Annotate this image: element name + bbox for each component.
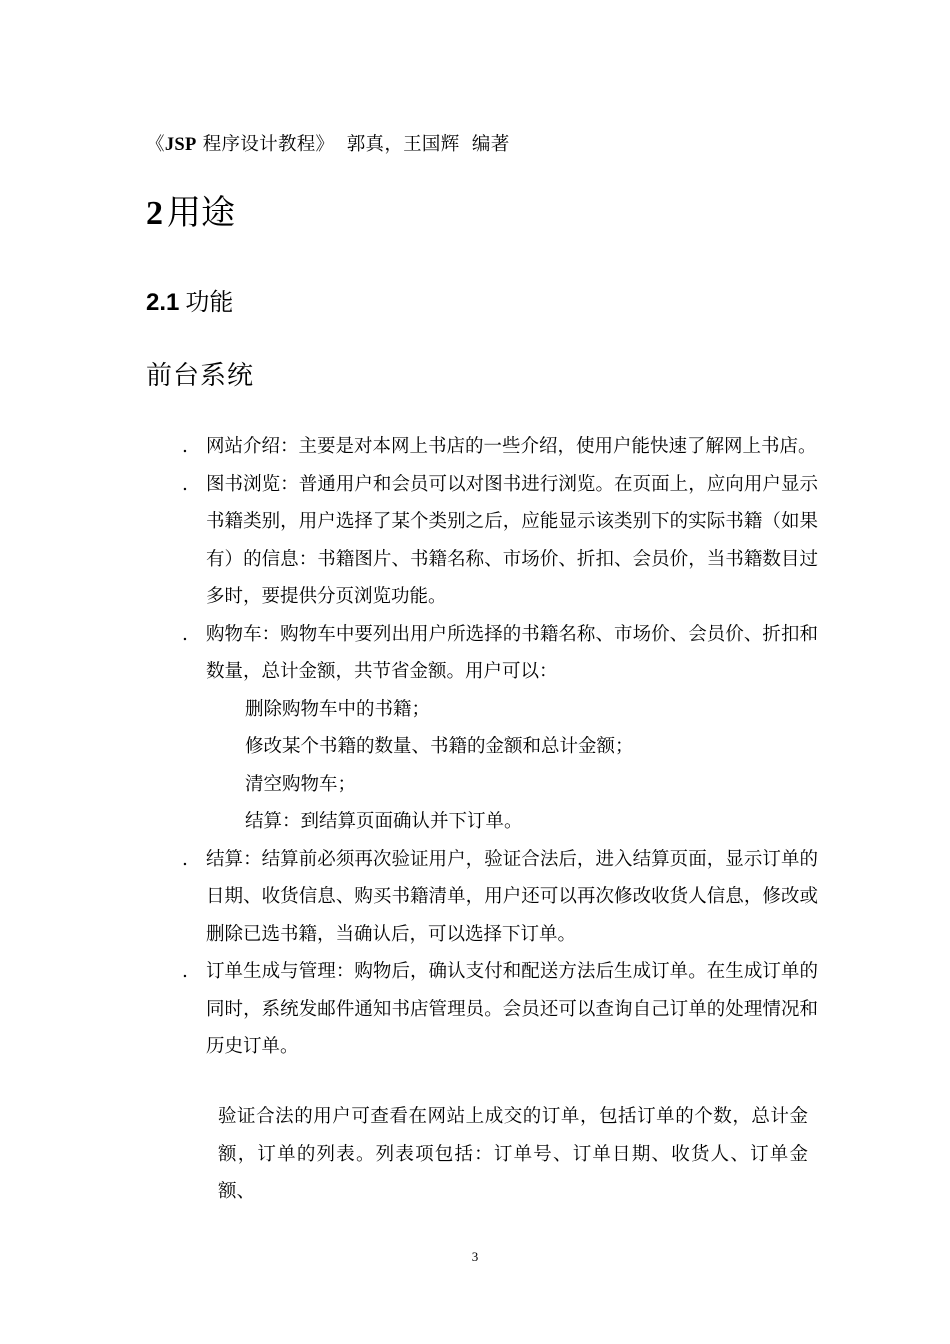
reference-authors: 郭真，王国辉 bbox=[346, 134, 460, 155]
reference-role: 编著 bbox=[471, 134, 510, 155]
section-title: 用途 bbox=[167, 193, 235, 233]
list-item bbox=[178, 953, 818, 1066]
sub-list-item: 删除购物车中的书籍； bbox=[245, 698, 431, 720]
list-item-text: 购物车：购物车中要列出用户所选择的书籍名称、市场价、会员价、折扣和数量，总计金额，共节省金额。用户可以： bbox=[206, 623, 818, 682]
list-item-text: 订单生成与管理：购物后，确认支付和配送方法后生成订单。在生成订单的同时，系统发邮件通知书店管理员。会员还可以查询自己订单的处理情况和历史订单。 bbox=[206, 961, 818, 1057]
reference-line bbox=[146, 130, 510, 156]
body-paragraph: 验证合法的用户可查看在网站上成交的订单，包括订单的个数，总计金额，订单的列表。列表项包括：订单号、订单日期、收货人、订单金额、 bbox=[218, 1106, 808, 1202]
list-item-text: 网站介绍：主要是对本网上书店的一些介绍，使用户能快速了解网上书店。 bbox=[206, 436, 817, 457]
sub-list-item: 清空购物车； bbox=[245, 773, 357, 795]
section-heading bbox=[146, 193, 235, 235]
sub-list-item: 修改某个书籍的数量、书籍的金额和总计金额； bbox=[245, 736, 634, 757]
reference-title-latin: JSP bbox=[164, 135, 197, 155]
bullet-marker: . bbox=[182, 473, 188, 495]
list-item bbox=[178, 428, 818, 466]
bullet-marker: . bbox=[182, 961, 188, 982]
subsection-heading bbox=[146, 288, 233, 318]
list-item bbox=[178, 616, 818, 691]
bullet-marker: . bbox=[182, 436, 188, 457]
list-item bbox=[178, 841, 818, 954]
subsubsection-heading: 前台系统 bbox=[146, 361, 255, 391]
reference-title-rest: 程序设计教程》 bbox=[202, 134, 335, 155]
section-number: 2 bbox=[146, 195, 163, 232]
page-number: 3 bbox=[471, 1249, 479, 1264]
bullet-marker: . bbox=[182, 623, 188, 645]
sub-list-item: 结算：到结算页面确认并下订单。 bbox=[245, 811, 523, 832]
feature-list bbox=[178, 428, 818, 1066]
reference-open-quote: 《 bbox=[146, 134, 165, 155]
subsection-title: 功能 bbox=[185, 288, 234, 316]
list-item-text: 结算：结算前必须再次验证用户，验证合法后，进入结算页面，显示订单的日期、收货信息、购买书籍清单，用户还可以再次修改收货人信息，修改或删除已选书籍，当确认后，可以选择下订单。 bbox=[206, 848, 818, 945]
bullet-marker: . bbox=[182, 848, 188, 870]
list-item-text: 图书浏览：普通用户和会员可以对图书进行浏览。在页面上，应向用户显示书籍类别，用户选择了某个类别之后，应能显示该类别下的实际书籍（如果有）的信息：书籍图片、书籍名称、市场价、折扣、会员价，当书籍数目过多时，要提供分页浏览功能。 bbox=[206, 473, 818, 607]
subsection-number: 2.1 bbox=[146, 289, 180, 316]
list-item bbox=[178, 466, 818, 616]
